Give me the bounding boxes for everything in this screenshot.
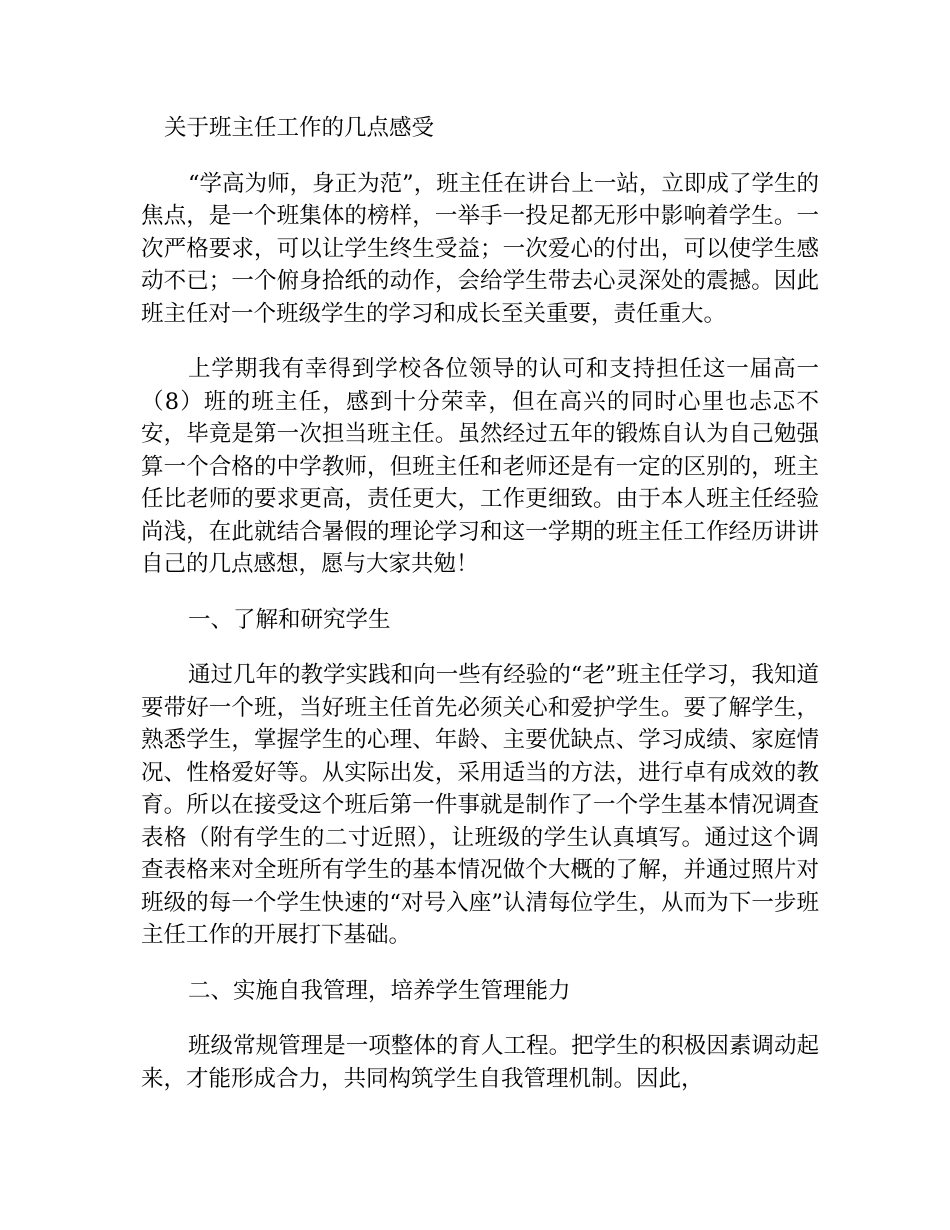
section-heading-self-management: 二、实施自我管理，培养学生管理能力: [188, 977, 571, 1004]
section-paragraph-understand-students: 通过几年的教学实践和向一些有经验的“老”班主任学习，我知道要带好一个班，当好班主任首先必须关心和爱护学生。要了解学生，熟悉学生，掌握学生的心理、年龄、主要优缺点、学习成绩、家庭情况、性格爱好等。从实际出发，采用适当的方法，进行卓有成效的教育。所以在接受这个班后第一件事就是制作了一个学生基本情况调查表格（附有学生的二寸近照），让班级的学生认真填写。通过这个调查表格来对全班所有学生的基本情况做个大概的了解，并通过照片对班级的每一个学生快速的“对号入座”认清每位学生，从而为下一步班主任工作的开展打下基础。: [141, 662, 819, 948]
document-body: [141, 112, 819, 1118]
intro-paragraph: “学高为师，身正为范”，班主任在讲台上一站，立即成了学生的焦点，是一个班集体的榜样，一举手一投足都无形中影响着学生。一次严格要求，可以让学生终生受益；一次爱心的付出，可以使学生感动不已；一个俯身拾纸的动作，会给学生带去心灵深处的震撼。因此班主任对一个班级学生的学习和成长至关重要，责任重大。: [141, 170, 819, 327]
document-title: 关于班主任工作的几点感受: [164, 115, 435, 141]
background-paragraph: 上学期我有幸得到学校各位领导的认可和支持担任这一届高一（8）班的班主任，感到十分荣幸，但在高兴的同时心里也忐忑不安，毕竟是第一次担当班主任。虽然经过五年的锻炼自认为自己勉强算一个合格的中学教师，但班主任和老师还是有一定的区别的，班主任比老师的要求更高，责任更大，工作更细致。由于本人班主任经验尚浅，在此就结合暑假的理论学习和这一学期的班主任工作经历讲讲自己的几点感想，愿与大家共勉！: [141, 356, 819, 577]
section-paragraph-self-management: 班级常规管理是一项整体的育人工程。把学生的积极因素调动起来，才能形成合力，共同构筑学生自我管理机制。因此，: [141, 1033, 819, 1092]
section-heading-understand-students: 一、了解和研究学生: [188, 606, 391, 633]
